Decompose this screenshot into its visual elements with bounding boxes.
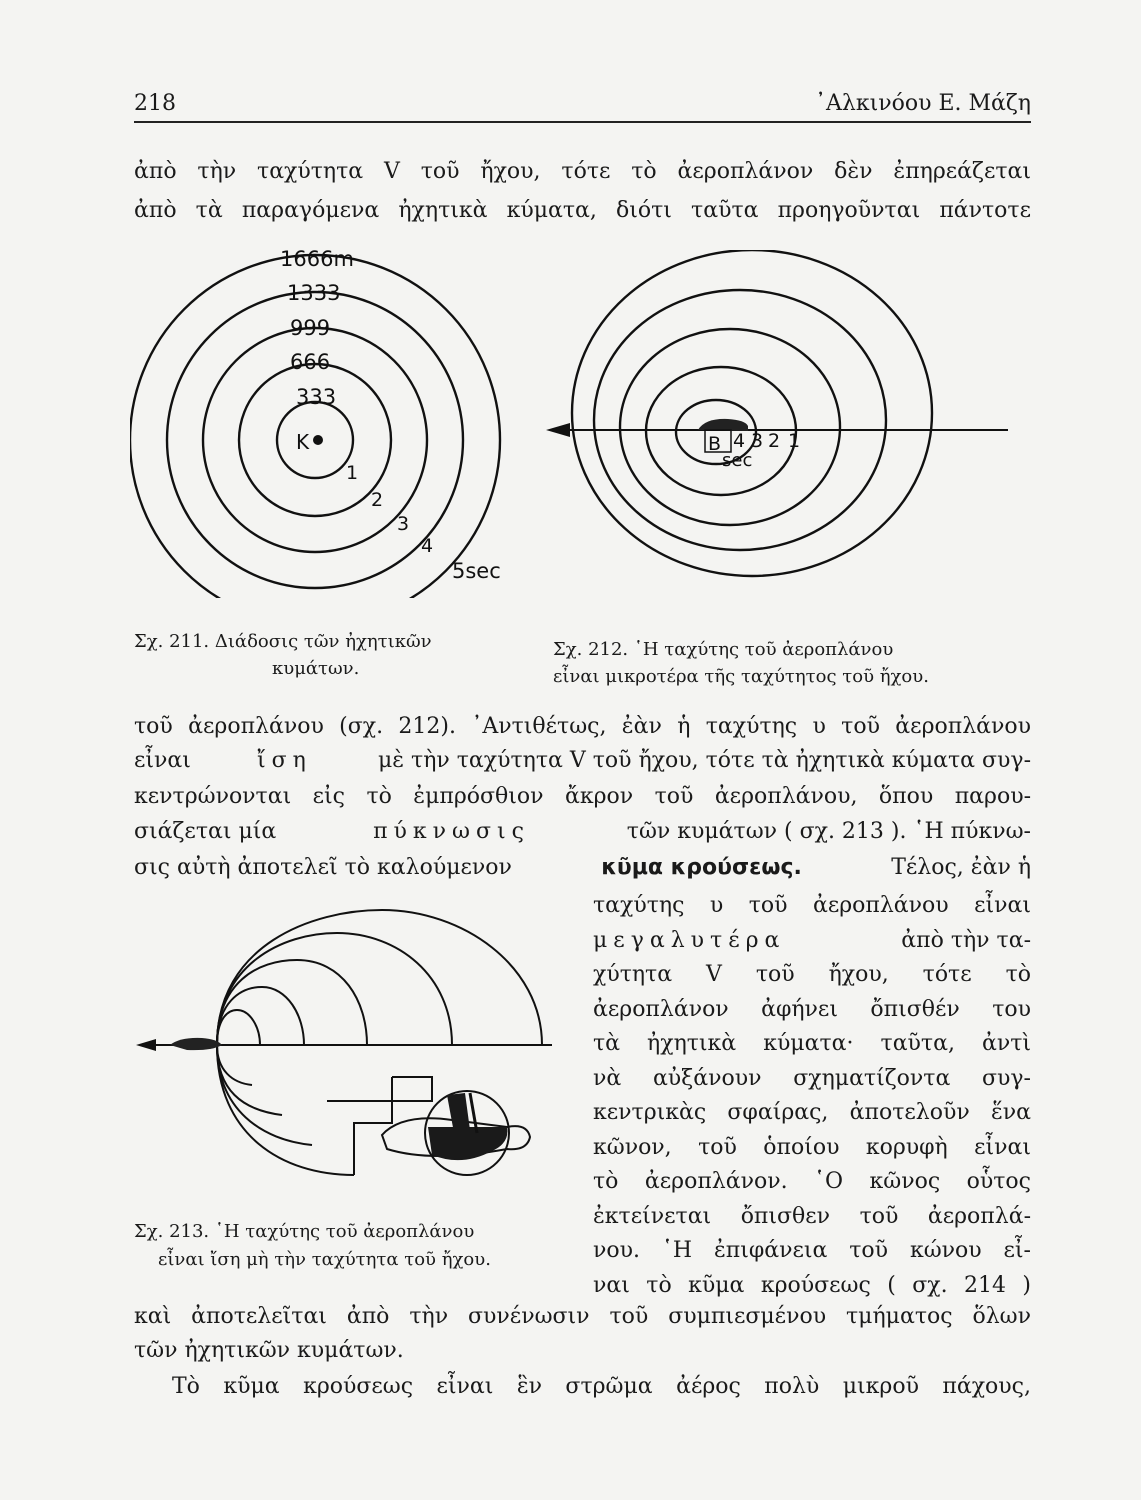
right-text-line-3: χύτητα V τοῦ ἤχου, τότε τὸ — [593, 962, 1031, 987]
bottom-text-line-3: Τὸ κῦμα κρούσεως εἶναι ἓν στρῶμα ἀέρος πολὺ μικροῦ πάχους, — [172, 1374, 1031, 1399]
time-label: 4 — [733, 430, 746, 452]
page-number: 218 — [134, 91, 176, 116]
fig211-caption-line2: κυμάτων. — [272, 658, 360, 679]
source-point — [313, 435, 323, 445]
right-text-line-7: κεντρικὰς σφαίρας, ἀποτελοῦν ἕνα — [593, 1100, 1031, 1125]
mid-text-4a: σιάζεται μία — [134, 819, 277, 844]
mid-text-2b: μὲ τὴν ταχύτητα V τοῦ ἤχου, τότε τὰ ἠχητικὰ κύματα συγ- — [377, 748, 1031, 773]
mid-text-2-spaced: ἴση — [257, 748, 312, 773]
figure-212 — [540, 250, 1020, 590]
mid-text-5a: σις αὐτὴ ἀποτελεῖ τὸ καλούμενον — [134, 855, 512, 880]
header-rule — [134, 121, 1031, 123]
fig212-caption-line2: εἶναι μικροτέρα τῆς ταχύτητος τοῦ ἤχου. — [553, 666, 929, 687]
mid-text-line-1: τοῦ ἀεροπλάνου (σχ. 212). ᾿Αντιθέτως, ἐὰν ἡ ταχύτης υ τοῦ ἀεροπλάνου — [134, 714, 1031, 739]
airplane-icon — [170, 1038, 222, 1050]
distance-label: 1666m — [280, 247, 354, 271]
right-text-line-9: τὸ ἀεροπλάνον. ῾Ο κῶνος οὗτος — [593, 1169, 1031, 1194]
wave-front-5 — [217, 910, 542, 1045]
right-text-line-12: ναι τὸ κῦμα κρούσεως ( σχ. 214 ) — [593, 1273, 1031, 1298]
unit-label: sec — [722, 450, 753, 471]
time-label: 2 — [371, 489, 384, 511]
time-label: 3 — [751, 430, 764, 452]
bottom-text-line-1: καὶ ἀποτελεῖται ἀπὸ τὴν συνένωσιν τοῦ συμπιεσμένου τμήματος ὅλων — [134, 1304, 1031, 1329]
fig212-caption-line1: Σχ. 212. ῾Η ταχύτης τοῦ ἀεροπλάνου — [553, 639, 894, 660]
wave-front-4-lower — [217, 1045, 312, 1145]
mid-text-line-4 — [134, 818, 1031, 846]
bracket-line — [327, 1077, 432, 1101]
right-text-line-10: ἐκτείνεται ὄπισθεν τοῦ ἀεροπλά- — [593, 1204, 1031, 1229]
mid-text-line-3: κεντρώνονται εἰς τὸ ἐμπρόσθιον ἄκρον τοῦ ἀεροπλάνου, ὅπου παρου- — [134, 784, 1031, 809]
center-label: K — [296, 430, 310, 454]
arrow-head-icon — [546, 423, 570, 437]
fig211-caption-line1: Σχ. 211. Διάδοσις τῶν ἠχητικῶν — [134, 631, 432, 652]
right-text-2b: ἀπὸ τὴν τα- — [901, 928, 1031, 953]
time-label: 2 — [768, 430, 781, 452]
term-shock-wave: κῦμα κρούσεως. — [601, 855, 802, 880]
right-text-line-11: νου. ῾Η ἐπιφάνεια τοῦ κώνου εἶ- — [593, 1238, 1031, 1263]
bottom-text-line-2: τῶν ἠχητικῶν κυμάτων. — [134, 1338, 404, 1363]
airplane-inset-icon — [382, 1091, 530, 1175]
time-label: 1 — [788, 430, 801, 452]
bracket-line — [354, 1077, 392, 1175]
wave-front-2 — [217, 987, 304, 1045]
right-text-line-6: νὰ αὐξάνουν σχηματίζοντα συγ- — [593, 1066, 1031, 1091]
right-text-line-1: ταχύτης υ τοῦ ἀεροπλάνου εἶναι — [593, 893, 1031, 918]
top-text-line-1: ἀπὸ τὴν ταχύτητα V τοῦ ἤχου, τότε τὸ ἀεροπλάνον δὲν ἐπηρεάζεται — [134, 159, 1031, 184]
right-text-line-8: κῶνον, τοῦ ὁποίου κορυφὴ εἶναι — [593, 1135, 1031, 1160]
top-text-line-2: ἀπὸ τὰ παραγόμενα ἠχητικὰ κύματα, διότι ταῦτα προηγοῦνται πάντοτε — [134, 198, 1031, 223]
point-label: B — [708, 433, 722, 455]
wave-circle-5 — [130, 255, 500, 598]
arrow-head-icon — [136, 1039, 156, 1051]
mid-text-2a: εἶναι — [134, 748, 191, 773]
time-label: 1 — [346, 462, 359, 484]
right-text-2-spaced: μεγαλυτέρα — [593, 928, 786, 953]
time-label: 3 — [397, 513, 410, 535]
wave-ellipse-5 — [572, 250, 932, 576]
wave-front-1 — [217, 1010, 260, 1045]
distance-label: 666 — [290, 350, 331, 374]
mid-text-line-2 — [134, 747, 1031, 775]
right-text-line-5: τὰ ἠχητικὰ κύματα· ταῦτα, ἀντὶ — [593, 1031, 1031, 1056]
right-text-line-4: ἀεροπλάνον ἀφήνει ὄπισθέν του — [593, 997, 1031, 1022]
figure-213 — [132, 905, 577, 1210]
mid-text-5b: Τέλος, ἐὰν ἡ — [891, 855, 1031, 880]
time-label: 5sec — [452, 559, 501, 583]
fig213-caption-line2: εἶναι ἴση μὴ τὴν ταχύτητα τοῦ ἤχου. — [158, 1249, 491, 1270]
time-label: 4 — [421, 535, 434, 557]
distance-label: 333 — [296, 385, 337, 409]
mid-text-line-5 — [134, 854, 1031, 882]
mid-text-4b: τῶν κυμάτων ( σχ. 213 ). ῾Η πύκνω- — [626, 819, 1031, 844]
right-text-line-2 — [593, 927, 1031, 955]
distance-label: 999 — [290, 316, 331, 340]
wave-front-3-lower — [217, 1045, 282, 1115]
figure-211 — [130, 238, 520, 598]
fig213-caption-line1: Σχ. 213. ῾Η ταχύτης τοῦ ἀεροπλάνου — [134, 1221, 475, 1242]
running-title: ᾿Αλκινόου Ε. Μάζη — [815, 91, 1031, 116]
mid-text-4-spaced: πύκνωσις — [373, 819, 530, 844]
distance-label: 1333 — [287, 281, 341, 305]
